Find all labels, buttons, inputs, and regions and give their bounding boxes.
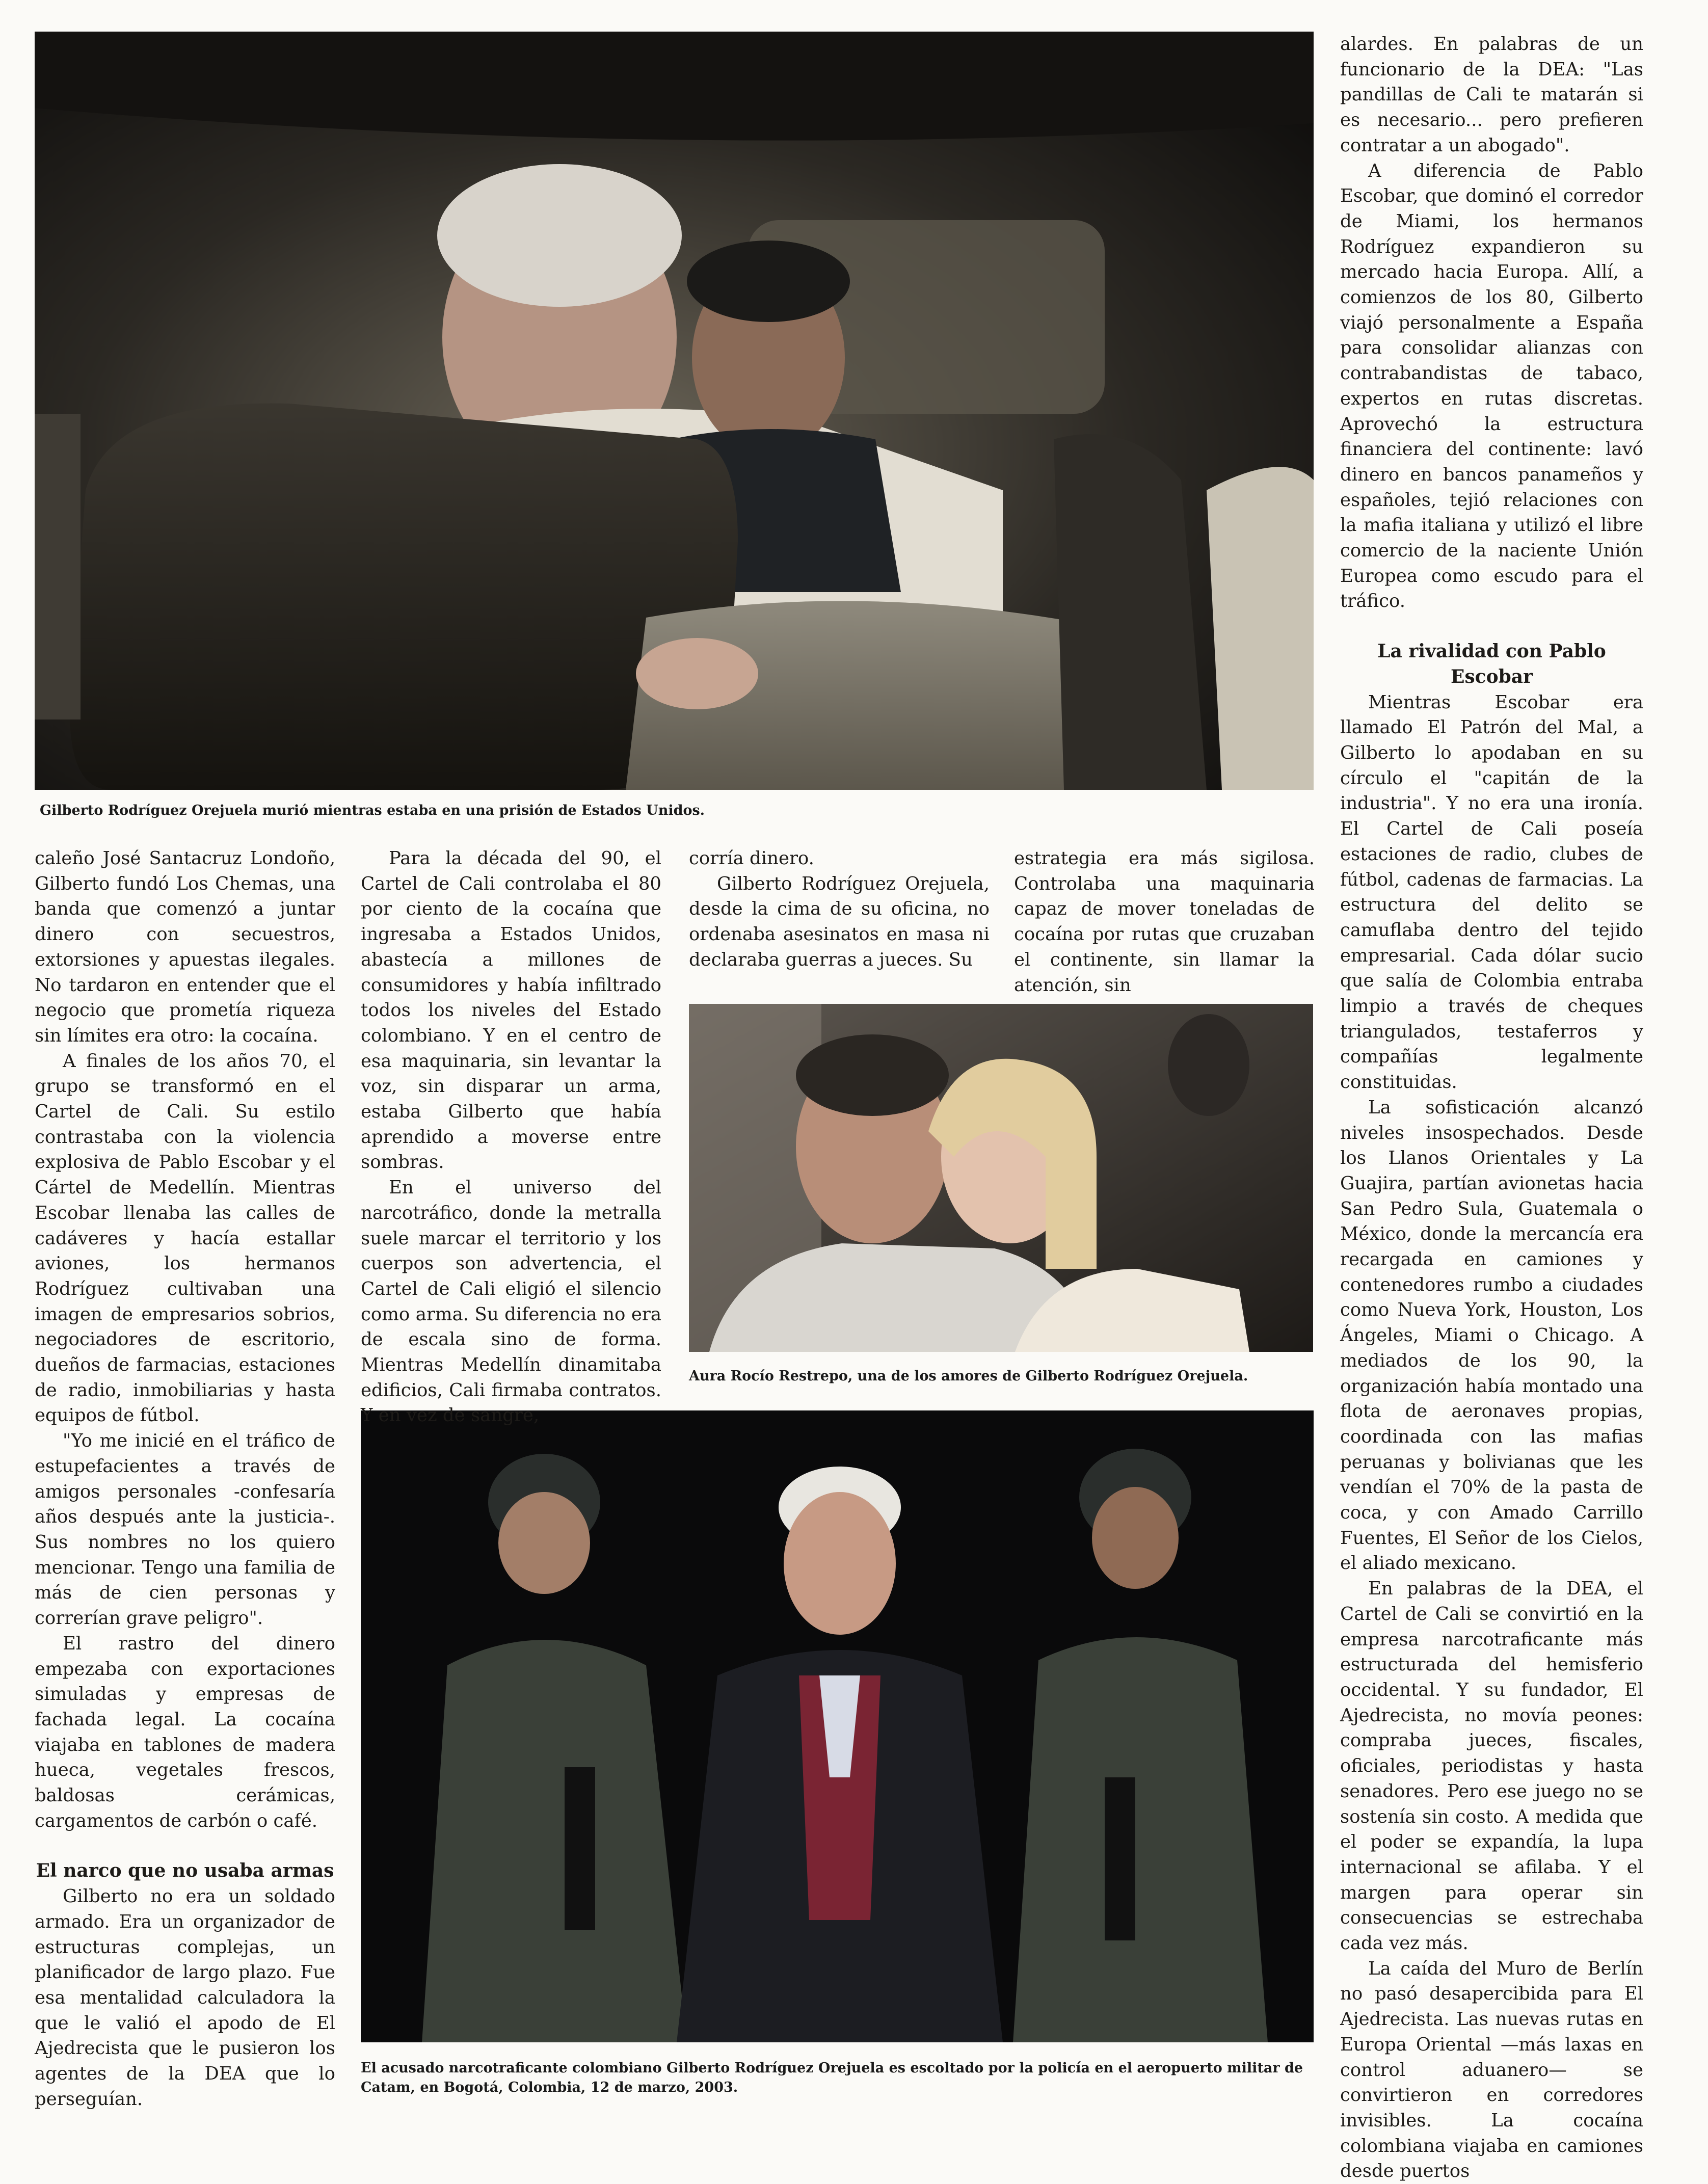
- caption-bottom: El acusado narcotraficante colombiano Gilberto Rodríguez Orejuela es escoltado por la policía en el aeropuerto militar de Catam, en Bogotá, Colombia, 12 de marzo, 2003.: [361, 2060, 1303, 2095]
- col3-paragraph-1: corría dinero.: [689, 848, 814, 869]
- caption-middle: Aura Rocío Restrepo, una de los amores de Gilberto Rodríguez Orejuela.: [689, 1368, 1248, 1384]
- col5-paragraph-1: alardes. En palabras de un funcionario de la DEA: "Las pandillas de Cali te matarán si es necesario... pero prefieren contratar a un abogado".: [1340, 34, 1643, 156]
- caption-top: Gilberto Rodríguez Orejuela murió mientras estaba en una prisión de Estados Unidos.: [40, 803, 705, 818]
- col5-paragraph-5: En palabras de la DEA, el Cartel de Cali se convirtió en la empresa narcotraficante más estructurada del hemisferio occidental. Y su fundador, El Ajedrecista, no movía peones: compraba jueces, fiscales, oficiales, periodistas y hasta senadores. Pero ese juego no se sostenía sin costo. A medida que el poder se expandía, la lupa internacional se afilaba. Y el margen para operar sin consecuencias se estrechaba cada vez más.: [1340, 1578, 1643, 1954]
- photo-police-escort-image: [361, 1410, 1314, 2042]
- col5-paragraph-4: La sofisticación alcanzó niveles insospechados. Desde los Llanos Orientales y La Guajira, partían avionetas hacia San Pedro Sula, Guatemala o México, donde la mercancía era recargada en camiones y contenedores rumbo a ciudades como Nueva York, Houston, Los Ángeles, Miami o Chicago. A mediados de los 90, la organización había montado una flota de aeronaves propias, coordinada con las mafias peruanas y bolivianas que les vendían el 70% de la pasta de coca, y con Amado Carrillo Fuentes, El Señor de los Cielos, el aliado mexicano.: [1340, 1097, 1643, 1574]
- photo-car-interior-image: [35, 32, 1314, 790]
- photo-couple-image: [689, 1004, 1313, 1352]
- col1-paragraph-4: El rastro del dinero empezaba con exportaciones simuladas y empresas de fachada legal. La cocaína viajaba en tablones de madera hueca, vegetales frescos, baldosas cerámicas, cargamentos de carbón o café.: [35, 1633, 335, 1831]
- article-column-3: [689, 846, 990, 978]
- col2-paragraph-1: Para la década del 90, el Cartel de Cali controlaba el 80 por ciento de la cocaína que ingresaba a Estados Unidos, abastecía a millones de consumidores y había infiltrado todos los niveles del Estado colombiano. Y en el centro de esa maquinaria, sin levantar la voz, sin disparar un arma, estaba Gilberto que había aprendido a moverse entre sombras.: [361, 848, 661, 1173]
- col3-paragraph-2: Gilberto Rodríguez Orejuela, desde la cima de su oficina, no ordenaba asesinatos en masa ni declaraba guerras a jueces. Su: [689, 873, 990, 970]
- photo-police-escort: [361, 1410, 1314, 2042]
- col5-paragraph-3: Mientras Escobar era llamado El Patrón del Mal, a Gilberto lo apodaban en su círculo el "capitán de la industria". Y no era una ironía. El Cartel de Cali poseía estaciones de radio, clubes de fútbol, cadenas de farmacias. La estructura del delito se camuflaba dentro del tejido empresarial. Cada dólar sucio que salía de Colombia entraba limpio a través de cheques triangulados, testaferros y compañías legalmente constituidas.: [1340, 691, 1643, 1093]
- article-column-1: [35, 846, 335, 2110]
- col2-paragraph-2: En el universo del narcotráfico, donde la metralla suele marcar el territorio y los cuerpos son advertencia, el Cartel de Cali eligió el silencio como arma. Su diferencia no era de escala sino de forma. Mientras Medellín dinamitaba edificios, Cali firmaba contratos. Y en vez de sangre,: [361, 1177, 661, 1426]
- article-column-4: [1014, 846, 1315, 996]
- col5-paragraph-2: A diferencia de Pablo Escobar, que dominó el corredor de Miami, los hermanos Rodríguez expandieron su mercado hacia Europa. Allí, a comienzos de los 80, Gilberto viajó personalmente a España para consolidar alianzas con contrabandistas de tabaco, expertos en rutas discretas. Aprovechó la estructura financiera del continente: lavó dinero en bancos panameños y españoles, tejió relaciones con la mafia italiana y utilizó el libre comercio de la naciente Unión Europea como escudo para el tráfico.: [1340, 160, 1643, 612]
- col5-paragraph-6: La caída del Muro de Berlín no pasó desapercibida para El Ajedrecista. Las nuevas rutas en Europa Oriental —más laxas en control aduanero— se convirtieron en corredores invisibles. La cocaína colombiana viajaba en camiones desde puertos: [1340, 1958, 1643, 2182]
- photo-couple: [689, 1004, 1313, 1352]
- col1-paragraph-5: Gilberto no era un soldado armado. Era un organizador de estructuras complejas, un planificador de largo plazo. Fue esa mentalidad calculadora la que le valió el apodo de El Ajedrecista que le pusieron los agentes de la DEA que lo perseguían.: [35, 1886, 335, 2110]
- col1-subheading: El narco que no usaba armas: [36, 1860, 334, 1882]
- col1-paragraph-3: "Yo me inicié en el tráfico de estupefacientes a través de amigos personales -confesaría años después ante la justicia-. Sus nombres no los quiero mencionar. Tengo una familia de más de cien personas y correrían grave peligro".: [35, 1430, 335, 1629]
- col1-paragraph-1: caleño José Santacruz Londoño, Gilberto fundó Los Chemas, una banda que comenzó a juntar dinero con secuestros, extorsiones y apuestas ilegales. No tardaron en entender que el negocio que prometía riqueza sin límites era otro: la cocaína.: [35, 848, 335, 1046]
- article-column-2: [361, 846, 661, 1426]
- col1-paragraph-2: A finales de los años 70, el grupo se transformó en el Cartel de Cali. Su estilo contrastaba con la violencia explosiva de Pablo Escobar y el Cártel de Medellín. Mientras Escobar llenaba las calles de cadáveres y hacía estallar aviones, los hermanos Rodríguez cultivaban una imagen de empresarios sobrios, negociadores de escritorio, dueños de farmacias, estaciones de radio, inmobiliarias y hasta equipos de fútbol.: [35, 1050, 335, 1426]
- photo-car-interior: [35, 32, 1314, 790]
- article-column-5: [1340, 32, 1643, 2182]
- col5-subheading: La rivalidad con Pablo Escobar: [1377, 641, 1606, 687]
- col4-paragraph-1: estrategia era más sigilosa. Controlaba una maquinaria capaz de mover toneladas de cocaína por rutas que cruzaban el continente, sin llamar la atención, sin: [1014, 848, 1315, 996]
